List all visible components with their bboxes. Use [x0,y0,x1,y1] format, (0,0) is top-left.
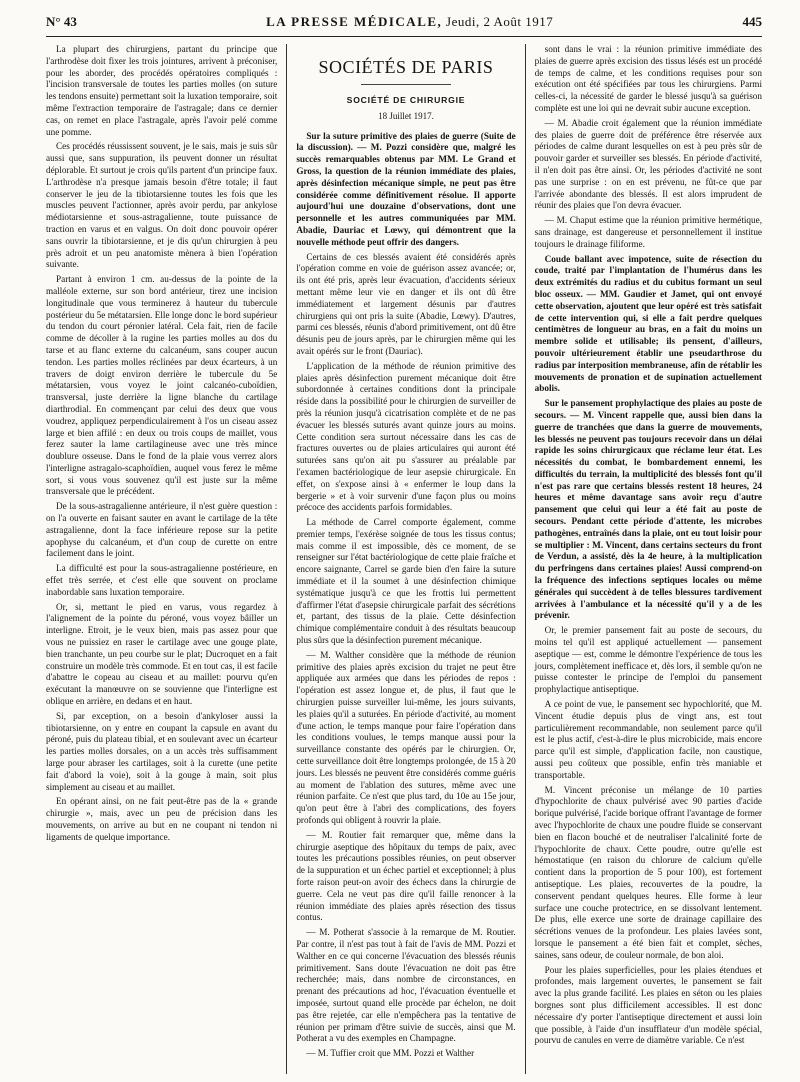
paragraph: Partant à environ 1 cm. au-dessus de la pointe de la malléole externe, sur son bord antérieur, tirez une incision longitudinale que vous terminerez à hauteur du tubercule postérieur du 5e métatarsien. Elle longe donc le bord supérieur du tendon du court péronier latéral. Cela fait, rien de facile comme de décoller à la rugine les parties molles au dos du tarse et au flanc externe du calcanéum, sans couper aucun tendon. Les parties molles réclinées par deux écarteurs, à un travers de doigt environ derrière le tubercule du 5e métatarsien, vous voyez le joint calcanéo-cuboïdien, transversal, juste derrière la ligne blanche du cartilage diarthrodial. En commençant par celui des deux que vous voudrez, appliquez perpendiculairement à l'os un ciseau assez large et bien affilé : en deux ou trois coups de maillet, vous ferez sauter la lame cartilagineuse avec une très mince doublure osseuse. Dans le fond de la plaie vous verrez alors l'interligne astragalo-scaphoïdien, auquel vous ferez le même sort, si vous vous souvenez qu'il est juste sur la même transversale que le précédent. [46,274,278,497]
section-title: SOCIÉTÉS DE PARIS [318,57,494,77]
middle-column [286,44,525,1074]
paragraph: sont dans le vrai : la réunion primitive immédiate des plaies de guerre après excision des tissus lésés est un procédé de temps de calme, et les conditions requises pour son exécution ont été spécifiées par tous les chirurgiens. Parmi celles-ci, la nécessité de garder le blessé jusqu'à sa guérison complète est une loi qui ne devrait subir aucune exception. [534,44,762,113]
paragraph: Si, par exception, on a besoin d'ankyloser aussi la tibiotarsienne, on y entre en coupant la capsule en avant du péroné, puis du plateau tibial, et en soulevant avec un écarteur les parties molles dorsales, on a un accès très suffisamment large pour abraser les cartilages, soit à la curette (une petite fait d'abord la voie), soit à la gouge à main, soit plus simplement au ciseau et au maillet. [46,710,278,792]
paragraph: Or, si, mettant le pied en varus, vous regardez à l'alignement de la pointe du péroné, vous voyez bâiller un interligne. Etroit, je le veux bien, mais pas assez pour que vous ne puissiez en raser le cartilage avec une gouge plate, bien tranchante, un peu courbe sur le plat; Ducroquet en a fait construire un modèle très commode. Et en tout cas, il est facile d'abattre le copeau au ciseau et au maillet: pourvu qu'en exécutant la manœuvre on se souvienne que l'interligne est oblique en arrière, en dedans et en haut. [46,601,278,707]
masthead [266,14,553,30]
paragraph: — M. Walther considère que la méthode de réunion primitive des plaies après excision du trajet ne peut être appliquée aux armées que dans les périodes de repos : l'opération est assez longue et, de plus, il faut que le chirurgien puisse surveiller lui-même, les jours suivants, les plaies qu'il a suturées. En période d'activité, au moment d'une action, le temps manque pour faire l'opération dans les conditions voulues, le temps manque aussi pour la surveillance constante des opérés par le chirurgien. Or, cette surveillance doit être longtemps prolongée, de 15 à 20 jours. Les blessés ne peuvent être considérés comme guéris au moment de l'ablation des sutures, même avec une réunion parfaite. Ce n'est que plus tard, du 10e au 15e jour, qu'on peut être à l'abri des complications, des foyers profonds qui obligent à rouvrir la plaie. [296,649,516,826]
paragraph: — M. Potherat s'associe à la remarque de M. Routier. Par contre, il n'est pas tout à fait de l'avis de MM. Pozzi et Walther en ce qui concerne l'évacuation des blessés réunis primitivement. Sans doute l'évacuation ne doit pas être recherchée; mais, dans nombre de circonstances, en prenant des précautions ad hoc, l'évacuation éventuelle et imposée, surtout quand elle procède par échelon, ne doit pas être rejetée, car elle n'empêchera pas la tentative de réunion per primam d'être suivie de succès, ainsi que M. Potherat a vu des exemples en Champagne. [296,927,516,1044]
issue-date: Jeudi, 2 Août 1917 [446,14,554,29]
paragraph: Certains de ces blessés avaient été considérés après l'opération comme en voie de guérison assez avancée; or, ils ont été pris, après leur évacuation, d'accidents sérieux mettant même leur vie en danger et ils ont dû être immédiatement et largement désunis par d'autres chirurgiens qui ont pris la suite (Abadie, Lœwy). D'autres, parmi ces blessés, réunis d'abord primitivement, ont dû être désunis peu de jours après, par le chirurgien même qui les avait opérés sur le front (Dauriac). [296,251,516,356]
paragraph: M. Vincent préconise un mélange de 10 parties d'hypochlorite de chaux pulvérisé avec 90 parties d'acide borique pulvérisé, l'acide borique offrant l'avantage de former avec l'hypochlorite de chaux une poudre fluide se conservant bien en flacon bouché et de neutraliser l'alcalinité forte de l'hypochlorite de chaux. Cette poudre, outre qu'elle est hémostatique (en raison du chlorure de calcium qu'elle contient dans la proportion de 5 pour 100), est fortement antiseptique. Les plaies, recouvertes de la poudre, la conservent pendant quelques heures. Elle forme à leur surface une couche protectrice, en se dissolvant lentement. De plus, elle exerce une sorte de drainage capillaire des sécrétions venues de la profondeur. Les plaies lavées sont, lorsque le pansement a été bien fait et complet, sèches, saines, sans odeur, de couleur normale, de bon aloi. [534,784,762,960]
journal-title: LA PRESSE MÉDICALE, [266,14,443,29]
society-heading: SOCIÉTÉ DE CHIRURGIE [346,95,466,105]
paragraph: A ce point de vue, le pansement sec hypochlorité, que M. Vincent étudie depuis plus de vingt ans, est tout particulièrement recommandable, non seulement parce qu'il est le plus actif, c'est-à-dire le plus microbicide, mais encore parce qu'il est simple, d'application facile, non caustique, aussi peu coûteux que possible, enfin très maniable et transportable. [534,699,762,780]
paragraph: — M. Routier fait remarquer que, même dans la chirurgie aseptique des hôpitaux du temps de paix, avec toutes les précautions possibles réunies, on peut observer de la suppuration et un échec partiel et exceptionnel; à plus forte raison peut-on avoir des échecs dans la chirurgie de guerre. Cela ne veut pas dire qu'il faille renoncer à la réunion immédiate des plaies après résection des tissus contus. [296,829,516,923]
paragraph: Sur la suture primitive des plaies de guerre (Suite de la discussion). — M. Pozzi considère que, malgré les succès remarquables obtenus par MM. Le Grand et Gross, la question de la réunion immédiate des plaies, après désinfection mécanique simple, ne peut pas être considérée comme définitivement résolue. Il apporte aujourd'hui une douzaine d'observations, dont une personnelle et les autres communiquées par MM. Abadie, Dauriac et Lœwy, qui démontrent que la nouvelle méthode peut offrir des dangers. [296,130,516,247]
newspaper-page [46,14,762,1074]
page-number: 445 [742,14,762,29]
paragraph: Ces procédés réussissent souvent, je le sais, mais je suis sûr aussi que, sans suppuration, ils peuvent donner un résultat déplorable. Et surtout je crois qu'ils partent d'un principe faux. L'arthrodèse n'a presque jamais besoin d'être totale; il faut conserver le jeu de la tibiotarsienne toutes les fois que les muscles peuvent l'actionner, après avoir perdu, par ankylose médiotarsienne et sous-astragalienne, toute puissance de traction en varus et en valgus. On doit donc pouvoir opérer sans ouvrir la tibiotarsienne, et je dis qu'un chirurgien à peu près adroit et un peu anatomiste mènera à bien l'opération suivante. [46,141,278,270]
left-column [46,44,286,1074]
text-columns [46,44,762,1074]
session-date: 18 Juillet 1917. [378,110,434,121]
paragraph: Sur le pansement prophylactique des plaies au poste de secours. — M. Vincent rappelle que, aussi bien dans la guerre de tranchées que dans la guerre de mouvements, les blessés ne peuvent pas toujours recevoir dans un délai rapide les soins chirurgicaux que réclame leur état. Les nécessités du combat, le bombardement ennemi, les difficultés du terrain, la multiplicité des blessés font qu'il n'est pas rare que certains blessés restent 18 heures, 24 heures et même davantage sans avoir reçu d'autre pansement que celui qui leur a été fait au poste de secours. Pendant cette période d'attente, les microbes pathogènes, entraînés dans la plaie, ont eu tout loisir pour se multiplier : M. Vincent, dans certains secteurs du front de Verdun, a assisté, dès la 4e heure, à la multiplication du perfringens dans certaines plaies! Aussi comprend-on la fréquence des infections septiques locales ou même générales qui succèdent à de telles blessures tardivement arrivées à l'ambulance et la nécessité qu'il y a de les prévenir. [534,398,762,621]
paragraph: — M. Tuffier croit que MM. Pozzi et Walther [306,1048,475,1059]
paragraph: L'application de la méthode de réunion primitive des plaies après désinfection purement mécanique doit être subordonnée à certaines conditions dont la principale réside dans la possibilité pour le chirurgien de surveiller de près la réunion jusqu'à cicatrisation complète et de ne pas évacuer les blessés suturés avant quinze jours au moins. Cette condition sera surtout nécessaire dans les cas de fractures ouvertes ou de plaies articulaires qui auront été suturées sans qu'on ait pu s'assurer au préalable par l'examen bactériologique de leur asepsie chirurgicale. En effet, on s'expose ainsi à « enfermer le loup dans la bergerie » et à voir survenir d'une façon plus ou moins précoce des accidents parfois formidables. [296,360,516,513]
paragraph: — M. Abadie croit également que la réunion immédiate des plaies de guerre doit de préférence être réservée aux périodes de calme durant lesquelles on est à peu près sûr de pouvoir garder et surveiller ses blessés. En période d'activité, il n'en doit pas être ainsi. Or, les périodes d'activité ne sont pas une surprise : on en est prévenu, ne fût-ce que par l'arrivée abondante des blessés. Il est alors imprudent de réunir des plaies que l'on devra évacuer. [534,117,762,211]
paragraph: La plupart des chirurgiens, partant du principe que l'arthrodèse doit fixer les trois jointures, arrivent à préconiser, pour les aborder, des procédés opératoires compliqués : l'incision transversale de toutes les parties molles (on suture les tendons ensuite) permettant soit la luxation temporaire, soit même l'extraction temporaire de l'astragale; dans ce dernier cas, on remet en place l'astragale, après l'avoir pelé comme une pomme. [46,44,278,137]
right-column [526,44,762,1074]
paragraph: En opérant ainsi, on ne fait peut-être pas de la « grande chirurgie », mais, avec un peu de précision dans les mouvements, on arrive au but en ne coupant ni tendon ni ligaments de quelque importance. [46,796,278,842]
paragraph: La difficulté est pour la sous-astragalienne postérieure, en effet très serrée, et c'est elle que souvent on proclame inabordable sans luxation temporaire. [46,563,278,597]
issue-number: N° 43 [46,14,77,29]
paragraph: Pour les plaies superficielles, pour les plaies étendues et profondes, mais largement ouvertes, le pansement se fait avec la plus grande facilité. Les plaies en séton ou les plaies borgnes sont plus difficilement accessibles. Il est donc nécessaire d'y porter l'antiseptique directement et aussi loin que possible, à l'aide d'un insufflateur d'un modèle spécial, pourvu de canules en verre de diamètre variable. Ce n'est [534,964,762,1046]
paragraph: De la sous-astragalienne antérieure, il n'est guère question : on l'a ouverte en faisant sauter en avant le cartilage de la tête astragalienne, dont la face inférieure repose sur la petite apophyse du calcanéum, et d'un coup de curette on entre facilement dans le joint. [46,501,278,559]
paragraph: Coude ballant avec impotence, suite de résection du coude, traité par l'implantation de l'humérus dans les deux extrémités du radius et du cubitus formant un seul bloc osseux. — MM. Gaudier et Jamet, qui ont envoyé cette observation, ajoutent que leur opéré est très satisfait de cette intervention qui, si elle a fait perdre quelques centimètres de longueur au bras, en a fait du moins un membre solide et utilisable; ils pensent, d'ailleurs, pouvoir ultérieurement établir une pseudarthrose du radius par interposition membraneuse, afin de rétablir les mouvements de pronation et de supination actuellement abolis. [534,253,762,394]
page-header [46,14,762,37]
paragraph: La méthode de Carrel comporte également, comme premier temps, l'exérèse soignée de tous les tissus contus; mais comme il est impossible, dès ce moment, de se renseigner sur l'état bactériologique de cette plaie fraîche et encore saignante, Carrel se garde bien d'en faire la suture immédiate et il la soumet à une désinfection chimique systématique jusqu'à ce que les frottis lui permettent d'affirmer l'état d'asepsie chirurgicale parfait des sécrétions et, partant, des tissus de la plaie. Cette désinfection chimique complémentaire conduit à des résultats beaucoup plus sûrs que la désinfection purement mécanique. [296,517,516,646]
paragraph: — M. Chaput estime que la réunion primitive hermétique, sans drainage, est dangereuse et personnellement il institue toujours le drainage filiforme. [534,215,762,249]
title-rule [361,84,451,85]
paragraph: Or, le premier pansement fait au poste de secours, du moins tel qu'il est appliqué actuellement — pansement aseptique — est, comme le démontre l'expérience de tous les jours, complètement inefficace et, dès lors, il semble qu'on ne puisse contester le principe de l'emploi du pansement prophylactique antiseptique. [534,625,762,695]
